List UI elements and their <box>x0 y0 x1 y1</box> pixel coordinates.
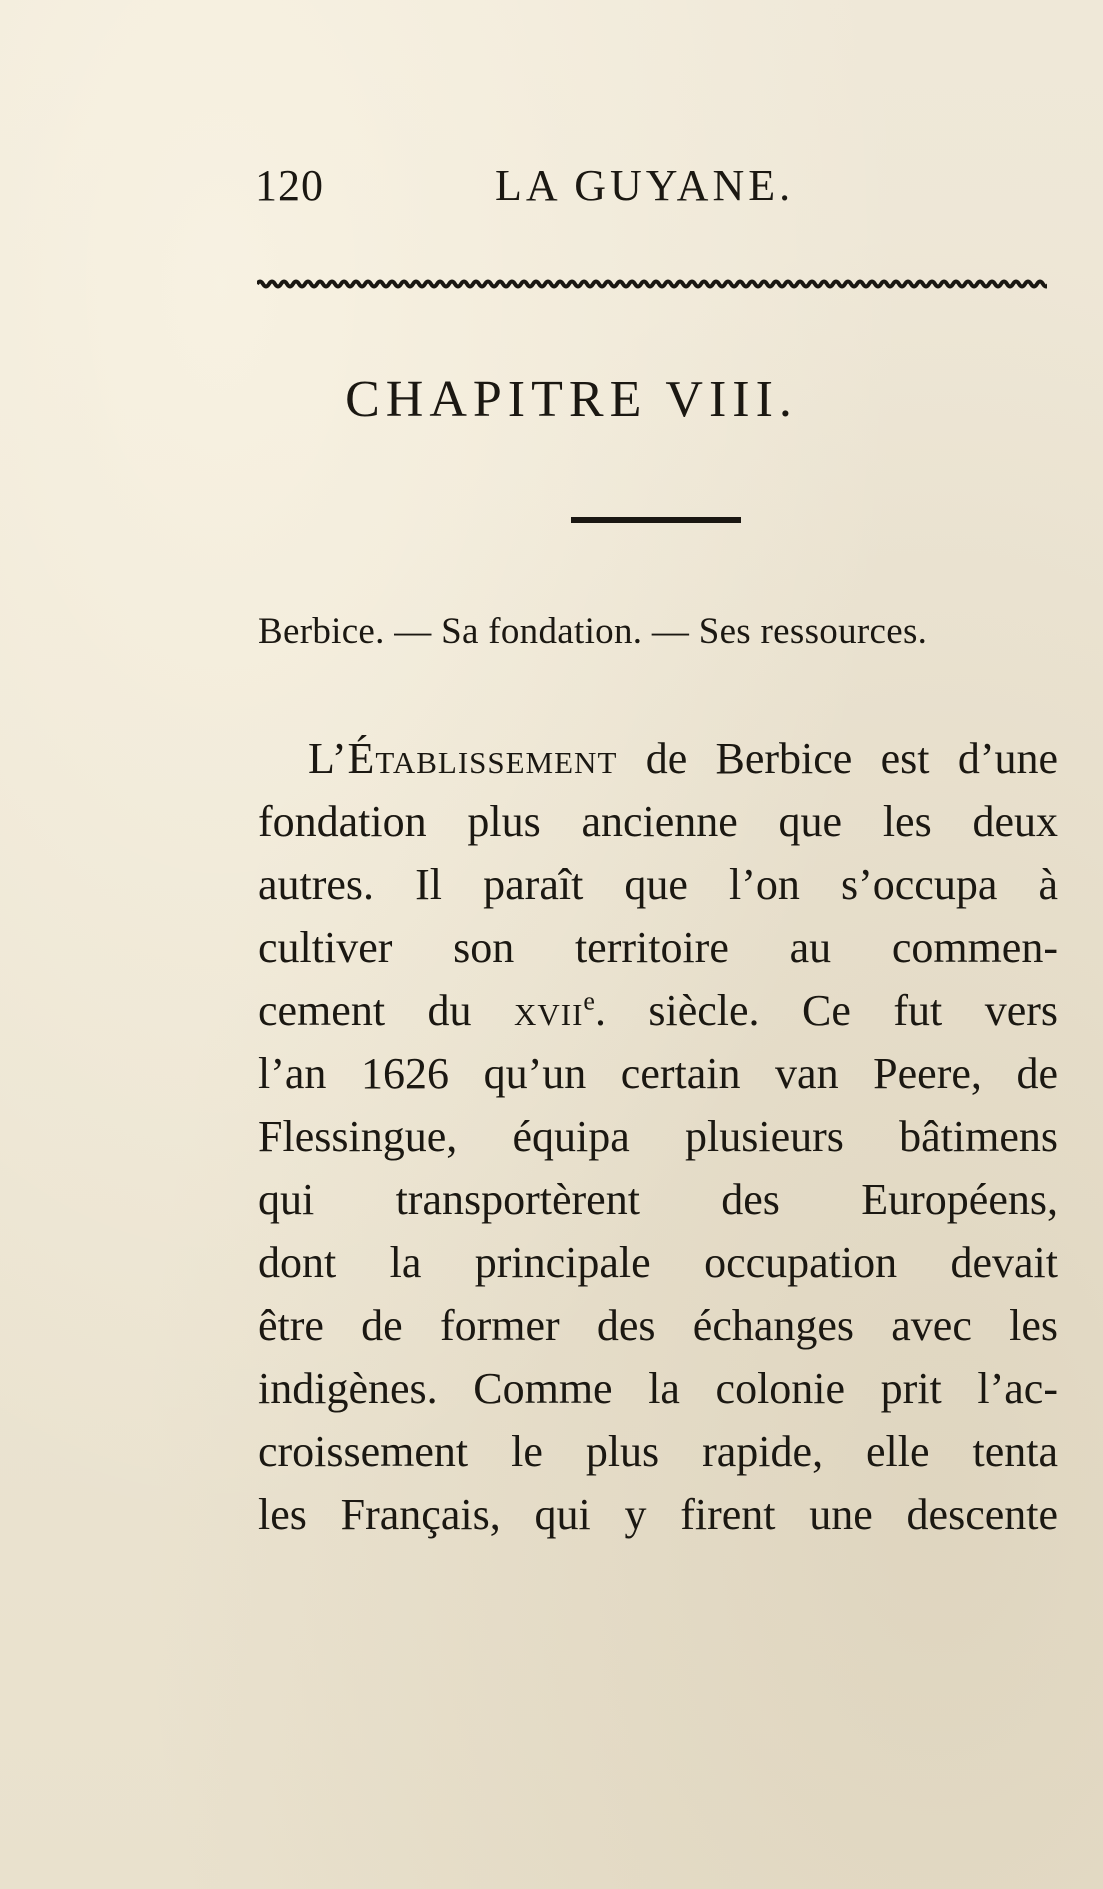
century-roman: xvii <box>513 986 584 1035</box>
text-line <box>258 979 1058 1042</box>
chapter-summary: Berbice. — Sa fondation. — Ses ressources. <box>258 611 928 652</box>
text-line: autres. Il paraît que l’on s’occupa à <box>258 860 1058 909</box>
body-text <box>258 727 1058 1546</box>
opening-smallcaps: L’Établissement <box>308 734 618 783</box>
text-line: cultiver son territoire au commen- <box>258 923 1058 972</box>
chapter-title: CHAPITRE VIII. <box>345 371 798 428</box>
text-line: être de former des échanges avec les <box>258 1301 1058 1350</box>
line-text: . siècle. Ce fut vers <box>594 986 1058 1035</box>
page-number: 120 <box>255 161 324 210</box>
text-line: fondation plus ancienne que les deux <box>258 797 1058 846</box>
running-title: LA GUYANE. <box>495 161 795 210</box>
text-line: Flessingue, équipa plusieurs bâtimens <box>258 1112 1058 1161</box>
text-line: croissement le plus rapide, elle tenta <box>258 1427 1058 1476</box>
text-line: dont la principale occupation devait <box>258 1238 1058 1287</box>
line-text: de Berbice est d’une <box>617 734 1058 783</box>
running-head <box>255 160 1025 220</box>
text-line: l’an 1626 qu’un certain van Peere, de <box>258 1049 1058 1098</box>
wavy-ornament-rule <box>257 276 1047 292</box>
text-line: indigènes. Comme la colonie prit l’ac- <box>258 1364 1058 1413</box>
line-text: cement du <box>258 986 514 1035</box>
text-line <box>258 727 1058 790</box>
text-line: les Français, qui y firent une descente <box>258 1490 1058 1539</box>
chapter-divider-rule <box>571 517 741 523</box>
text-line: qui transportèrent des Européens, <box>258 1175 1058 1224</box>
century-superscript: e <box>583 986 595 1016</box>
